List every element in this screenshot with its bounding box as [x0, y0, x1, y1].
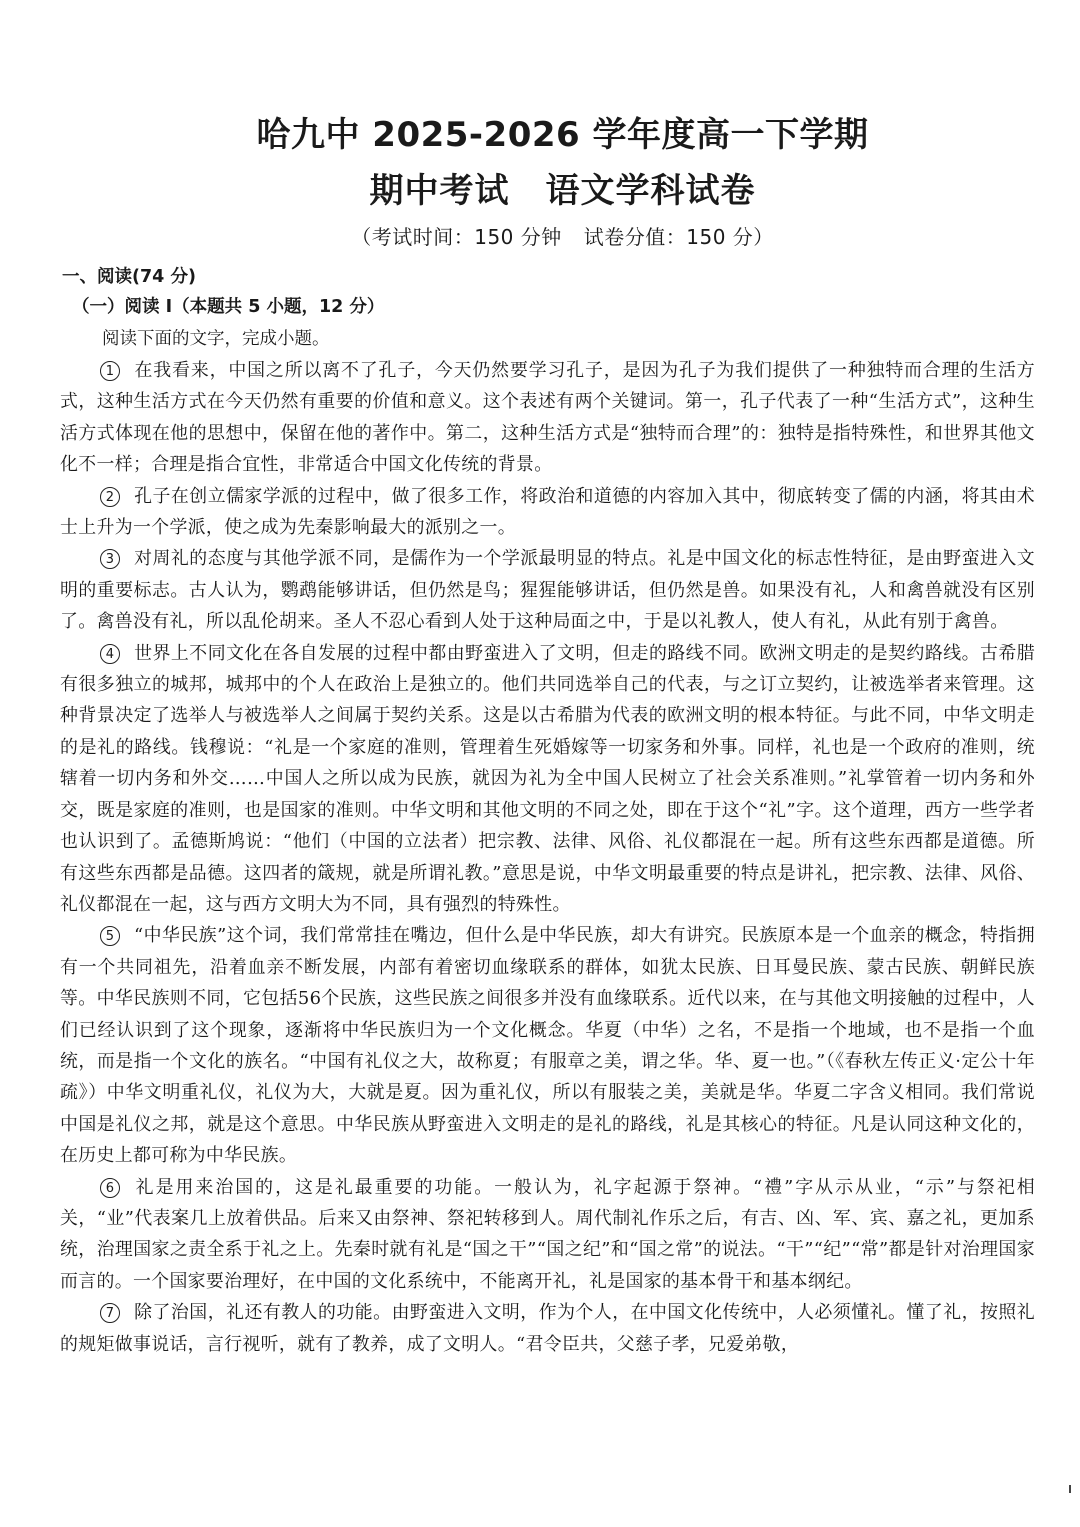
section-subheading: （一）阅读 I（本题共 5 小题，12 分）	[72, 297, 385, 317]
paragraph-text: 孔子在创立儒家学派的过程中，做了很多工作，将政治和道德的内容加入其中，彻底转变了儒的内涵，将其由术士上升为一个学派，使之成为先秦影响最大的派别之一。	[60, 485, 1035, 539]
exam-subject: 语文学科试卷	[545, 171, 756, 211]
paragraph-number: 7	[100, 1303, 120, 1323]
exam-score: 试卷分值：150 分）	[583, 225, 774, 249]
paragraph-text: 在我看来，中国之所以离不了孔子，今天仍然要学习孔子，是因为孔子为我们提供了一种独特而合理的生活方式，这种生活方式在今天仍然有重要的价值和意义。这个表述有两个关键词。第一，孔子代表了一种“生活方式”，这种生活方式体现在他的思想中，保留在他的著作中。第二，这种生活方式是“独特而合理”的：独特是指特殊性，和世界其他文化不一样；合理是指合宜性，非常适合中国文化传统的背景。	[60, 360, 1035, 476]
paragraph-text: 世界上不同文化在各自发展的过程中都由野蛮进入了文明，但走的路线不同。欧洲文明走的是契约路线。古希腊有很多独立的城邦，城邦中的个人在政治上是独立的。他们共同选举自己的代表，与之订立契约，让被选举者来管理。这种背景决定了选举人与被选举人之间属于契约关系。这是以古希腊为代表的欧洲文明的根本特征。与此不同，中华文明走的是礼的路线。钱穆说：“礼是一个家庭的准则，管理着生死婚嫁等一切家务和外事。同样，礼也是一个政府的准则，统辖着一切内务和外交……中国人之所以成为民族，就因为礼为全中国人民树立了社会关系准则。”礼掌管着一切内务和外交，既是家庭的准则，也是国家的准则。中华文明和其他文明的不同之处，即在于这个“礼”字。这个道理，西方一些学者也认识到了。孟德斯鸠说：“他们（中国的立法者）把宗教、法律、风俗、礼仪都混在一起。所有这些东西都是道德。所有这些东西都是品德。这四者的箴规，就是所谓礼教。”意思是说，中华文明最重要的特点是讲礼，把宗教、法律、风俗、礼仪都混在一起，这与西方文明大为不同，具有强烈的特殊性。	[60, 642, 1035, 915]
exam-subtitle	[90, 168, 1035, 214]
paragraph-text: “中华民族”这个词，我们常常挂在嘴边，但什么是中华民族，却大有讲究。民族原本是一个血亲的概念，特指拥有一个共同祖先，沿着血亲不断发展，内部有着密切血缘联系的群体，如犹太民族、日耳曼民族、蒙古民族、朝鲜民族等。中华民族则不同，它包括56个民族，这些民族之间很多并没有血缘联系。近代以来，在与其他文明接触的过程中，人们已经认识到了这个现象，逐渐将中华民族归为一个文化概念。华夏（中华）之名，不是指一个地域，也不是指一个血统，而是指一个文化的族名。“中国有礼仪之大，故称夏；有服章之美，谓之华。华、夏一也。”（《春秋左传正义·定公十年疏》）中华文明重礼仪，礼仪为大，大就是夏。因为重礼仪，所以有服装之美，美就是华。华夏二字含义相同。我们常说中国是礼仪之邦，就是这个意思。中华民族从野蛮进入文明走的是礼的路线，礼是其核心的特征。凡是认同这种文化的，在历史上都可称为中华民族。	[60, 925, 1035, 1167]
paragraph-3	[60, 543, 1035, 637]
paragraph-number: 5	[100, 926, 120, 946]
exam-info	[90, 222, 1035, 252]
paragraph-1	[60, 355, 1035, 481]
paragraph-4	[60, 638, 1035, 921]
paragraph-6	[60, 1172, 1035, 1298]
reading-instruction: 阅读下面的文字，完成小题。	[102, 329, 330, 349]
exam-time: （考试时间：150 分钟	[351, 225, 562, 249]
exam-page	[60, 112, 1035, 1360]
paragraph-text: 对周礼的态度与其他学派不同，是儒作为一个学派最明显的特点。礼是中国文化的标志性特征，是由野蛮进入文明的重要标志。古人认为，鹦鹉能够讲话，但仍然是鸟；猩猩能够讲话，但仍然是兽。如果没有礼，人和禽兽就没有区别了。禽兽没有礼，所以乱伦胡来。圣人不忍心看到人处于这种局面之中，于是以礼教人，使人有礼，从此有别于禽兽。	[60, 548, 1035, 633]
scan-edge-mark	[1069, 1485, 1071, 1493]
section-heading: 一、阅读(74 分)	[62, 267, 196, 287]
paragraph-7	[60, 1297, 1035, 1360]
paragraph-text: 除了治国，礼还有教人的功能。由野蛮进入文明，作为个人，在中国文化传统中，人必须懂礼。懂了礼，按照礼的规矩做事说话，言行视听，就有了教养，成了文明人。“君令臣共，父慈子孝，兄爱弟敬，	[60, 1302, 1035, 1355]
paragraph-number: 6	[100, 1178, 120, 1198]
exam-title: 哈九中 2025-2026 学年度高一下学期	[256, 115, 869, 155]
paragraph-number: 1	[100, 361, 120, 381]
paragraph-2	[60, 481, 1035, 544]
paragraph-text: 礼是用来治国的，这是礼最重要的功能。一般认为，礼字起源于祭神。“禮”字从示从业，“示”与祭祀相关，“业”代表案几上放着供品。后来又由祭神、祭祀转移到人。周代制礼作乐之后，有吉、凶、军、宾、嘉之礼，更加系统，治理国家之责全系于礼之上。先秦时就有礼是“国之干”“国之纪”和“国之常”的说法。“干”“纪”“常”都是针对治理国家而言的。一个国家要治理好，在中国的文化系统中，不能离开礼，礼是国家的基本骨干和基本纲纪。	[60, 1176, 1035, 1292]
paragraph-5	[60, 920, 1035, 1171]
paragraph-number: 3	[100, 549, 120, 569]
paragraph-number: 2	[100, 487, 120, 507]
paragraph-number: 4	[100, 644, 120, 664]
exam-type: 期中考试	[369, 171, 510, 211]
